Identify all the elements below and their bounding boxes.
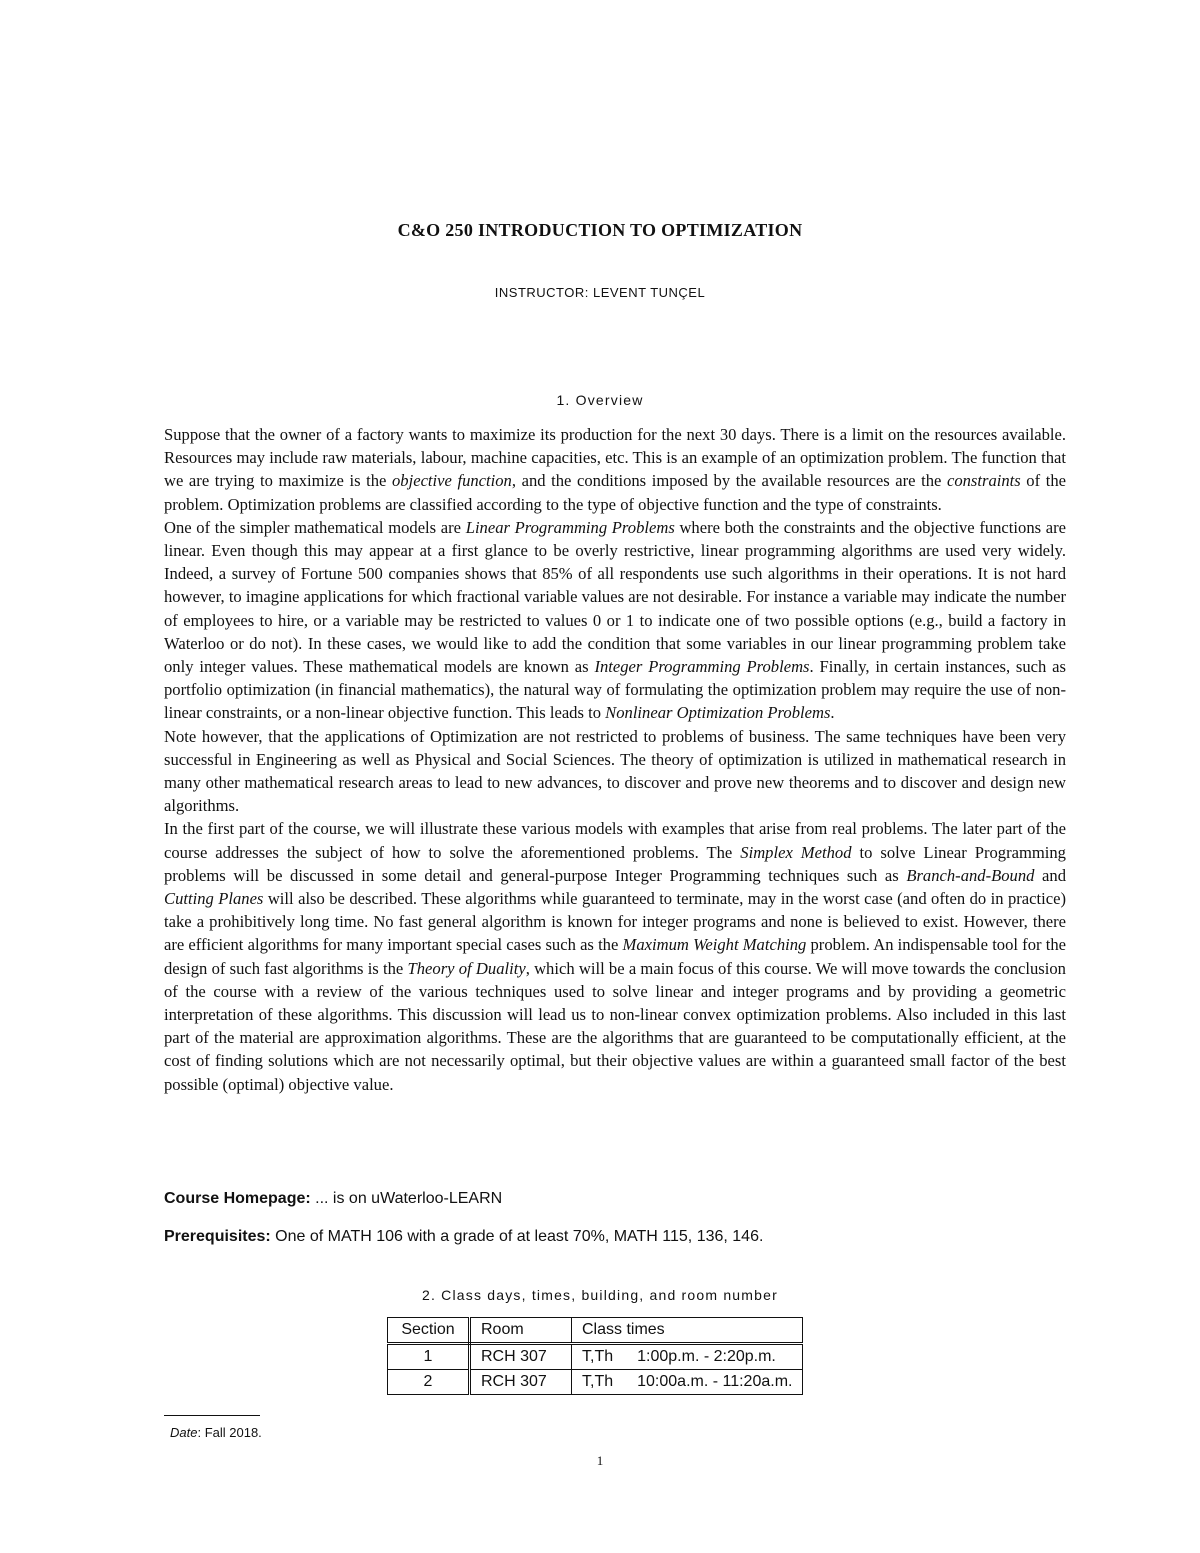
table-header-row bbox=[388, 1318, 803, 1344]
paragraph-text: will also be described. These algorithms while guaranteed to terminate, may in the worst case (and often do in practice) take a prohibitively long time. No fast general algorithm is known for integer programs and none is believed to exist. However, there are efficient algorithms for many important special cases such as the bbox=[164, 889, 1066, 955]
page-number: 1 bbox=[596, 1453, 604, 1468]
paragraph-text: where both the constraints and the objective functions are linear. Even though this may appear at a first glance to be overly restrictive, linear programming algorithms are used very widely. Indeed, a survey of Fortune 500 companies shows that 85% of all respondents use such algorithms in their operations. It is not hard however, to imagine applications for which fractional variable values are not desirable. For instance a variable may indicate the number of employees to hire, or a variable may be restricted to values 0 or 1 to indicate one of two possible options (e.g., build a factory in Waterloo or do not). In these cases, we would like to add the condition that some variables in our linear programming problem take only integer values. These mathematical models are known as bbox=[164, 517, 1066, 677]
paragraph-text: problem. An indispensable tool for the design of such fast algorithms is the bbox=[164, 935, 1066, 978]
row-days: T,Th bbox=[582, 1373, 614, 1390]
overview-paragraph bbox=[164, 423, 1066, 516]
footnote-value: : Fall 2018. bbox=[197, 1425, 262, 1440]
header-section: Section bbox=[388, 1318, 470, 1344]
emphasized-term: Branch-and-Bound bbox=[906, 865, 1035, 885]
header-class-times: Class times bbox=[572, 1318, 803, 1344]
section-heading-overview: 1. Overview bbox=[556, 392, 644, 408]
overview-paragraph bbox=[164, 516, 1066, 725]
paragraph-text: Note however, that the applications of Optimization are not restricted to problems of business. The same techniques have been very successful in Engineering as well as Physical and Social Sciences. The theory of optimization is utilized in mathematical research in many other mathematical research areas to lead to new advances, to discover and prove new theorems and to discover and design new algorithms. bbox=[164, 726, 1066, 816]
emphasized-term: Linear Programming Problems bbox=[465, 517, 675, 537]
class-schedule-table bbox=[387, 1317, 803, 1395]
paragraph-text: , and the conditions imposed by the available resources are the bbox=[511, 471, 947, 491]
footnote-rule bbox=[164, 1415, 260, 1416]
document-title: C&O 250 INTRODUCTION TO OPTIMIZATION bbox=[397, 220, 803, 240]
table-row bbox=[388, 1370, 803, 1395]
row-section: 1 bbox=[388, 1344, 470, 1370]
emphasized-term: constraints bbox=[946, 471, 1021, 491]
paragraph-text: , which will be a main focus of this course. We will move towards the conclusion of the course with a review of the various techniques used to solve linear and integer programs and by providing a geometric interpretation of these algorithms. This discussion will lead us to non-linear convex optimization problems. Also included in this last part of the material are approximation algorithms. These are the algorithms that are guaranteed to be computationally efficient, at the cost of finding solutions which are not necessarily optimal, but their objective values are within a guaranteed small factor of the best possible (optimal) objective value. bbox=[164, 958, 1066, 1094]
emphasized-term: Simplex Method bbox=[740, 842, 852, 862]
emphasized-term: Cutting Planes bbox=[164, 889, 264, 909]
course-homepage-value: ... is on uWaterloo-LEARN bbox=[310, 1190, 503, 1207]
header-room: Room bbox=[470, 1318, 572, 1344]
row-room: RCH 307 bbox=[470, 1370, 572, 1395]
paragraph-text: of the problem. Optimization problems are classified according to the type of objective function and the type of constraints. bbox=[164, 471, 1066, 514]
paragraph-text: In the first part of the course, we will illustrate these various models with examples that arise from real problems. The later part of the course addresses the subject of how to solve the aforementioned problems. The bbox=[164, 819, 1066, 862]
prerequisites-line bbox=[164, 1228, 1066, 1246]
row-room: RCH 307 bbox=[470, 1344, 572, 1370]
paragraph-text: to solve Linear Programming problems will be discussed in some detail and general-purpose Integer Programming techniques such as bbox=[164, 842, 1066, 885]
emphasized-term: objective function bbox=[392, 471, 512, 491]
emphasized-term: Nonlinear Optimization Problems bbox=[605, 703, 831, 723]
prerequisites-value: One of MATH 106 with a grade of at least 70%, MATH 115, 136, 146. bbox=[270, 1228, 764, 1245]
paragraph-text: One of the simpler mathematical models are bbox=[164, 517, 466, 537]
row-times: 1:00p.m. - 2:20p.m. bbox=[637, 1348, 776, 1365]
footnote-label: Date bbox=[170, 1425, 198, 1440]
row-times: 10:00a.m. - 11:20a.m. bbox=[637, 1373, 793, 1390]
prerequisites-label: Prerequisites: bbox=[164, 1228, 271, 1245]
overview-paragraph bbox=[164, 725, 1066, 818]
section-heading-class-days: 2. Class days, times, building, and room number bbox=[422, 1287, 778, 1303]
paragraph-text: and bbox=[1034, 865, 1066, 885]
footnote bbox=[170, 1425, 262, 1440]
row-days: T,Th bbox=[582, 1348, 614, 1365]
paragraph-text: . bbox=[830, 703, 835, 723]
instructor-line: INSTRUCTOR: LEVENT TUNÇEL bbox=[494, 285, 706, 300]
overview-body bbox=[164, 423, 1066, 1096]
row-class-times bbox=[572, 1344, 803, 1370]
row-class-times bbox=[572, 1370, 803, 1395]
course-homepage-line bbox=[164, 1190, 1066, 1208]
table-row bbox=[388, 1344, 803, 1370]
paragraph-text: . Finally, in certain instances, such as portfolio optimization (in financial mathematics), the natural way of formulating the optimization problem may require the use of non-linear constraints, or a non-linear objective function. This leads to bbox=[164, 657, 1066, 723]
course-homepage-label: Course Homepage: bbox=[164, 1190, 311, 1207]
row-section: 2 bbox=[388, 1370, 470, 1395]
emphasized-term: Theory of Duality bbox=[407, 958, 526, 978]
overview-paragraph bbox=[164, 817, 1066, 1095]
emphasized-term: Maximum Weight Matching bbox=[622, 935, 807, 955]
emphasized-term: Integer Programming Problems bbox=[594, 657, 810, 677]
paragraph-text: Suppose that the owner of a factory wants to maximize its production for the next 30 days. There is a limit on the resources available. Resources may include raw materials, labour, machine capacities, etc. This is an example of an optimization problem. The function that we are trying to maximize is the bbox=[164, 425, 1066, 491]
